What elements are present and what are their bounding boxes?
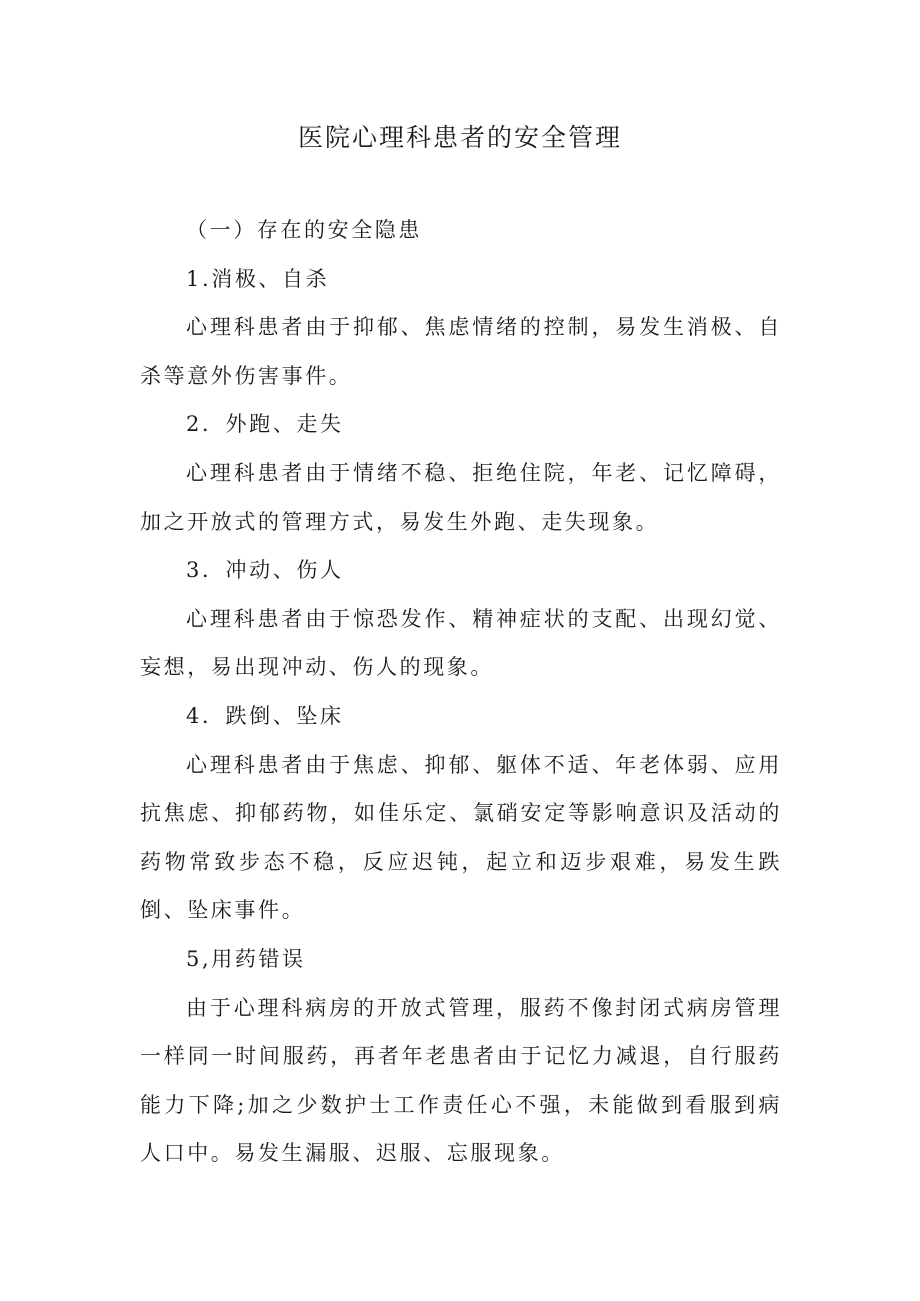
item-heading-3: 3．冲动、伤人 bbox=[186, 558, 344, 583]
document-body bbox=[140, 206, 782, 1178]
item-body-3: 心理科患者由于惊恐发作、精神症状的支配、出现幻觉、妄想，易出现冲动、伤人的现象。 bbox=[140, 606, 782, 680]
item-body-5: 由于心理科病房的开放式管理，服药不像封闭式病房管理一样同一时间服药，再者年老患者由于记忆力减退，自行服药能力下降;加之少数护士工作责任心不强，未能做到看服到病人口中。易发生漏服、迟服、忘服现象。 bbox=[140, 995, 782, 1166]
item-body-4: 心理科患者由于焦虑、抑郁、躯体不适、年老体弱、应用抗焦虑、抑郁药物，如佳乐定、氯硝安定等影响意识及活动的药物常致步态不稳，反应迟钝，起立和迈步艰难，易发生跌倒、坠床事件。 bbox=[140, 752, 782, 923]
item-body-2: 心理科患者由于情绪不稳、拒绝住院，年老、记忆障碍，加之开放式的管理方式，易发生外跑、走失现象。 bbox=[140, 460, 782, 534]
item-body-1: 心理科患者由于抑郁、焦虑情绪的控制，易发生消极、自杀等意外伤害事件。 bbox=[140, 315, 782, 388]
item-heading-2: 2．外跑、走失 bbox=[186, 412, 344, 437]
item-heading-4: 4．跌倒、坠床 bbox=[186, 703, 344, 728]
document-title: 医院心理科患者的安全管理 bbox=[297, 123, 622, 152]
section-heading: （一）存在的安全隐患 bbox=[186, 218, 422, 242]
item-heading-5: 5,用药错误 bbox=[186, 946, 306, 971]
item-heading-1: 1.消极、自杀 bbox=[186, 266, 330, 291]
